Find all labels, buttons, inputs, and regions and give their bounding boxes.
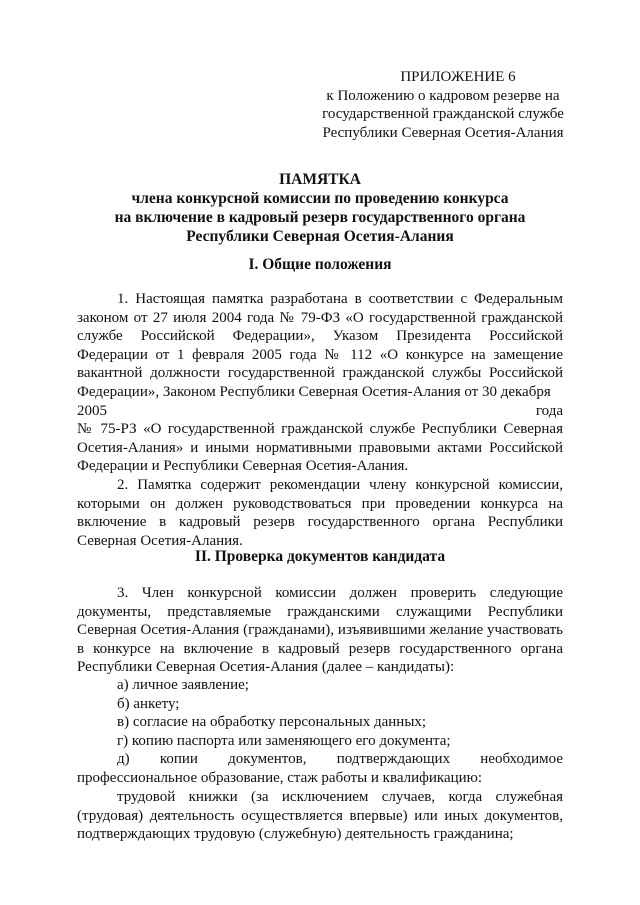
list-item-v: в) согласие на обработку персональных данных; — [117, 714, 427, 730]
document-title — [60, 170, 580, 246]
appendix-block — [308, 68, 578, 142]
section-1-heading: I. Общие положения — [248, 256, 392, 273]
title-line-4: Республики Северная Осетия-Алания — [186, 228, 454, 245]
title-line-1: ПАМЯТКА — [279, 171, 361, 188]
appendix-line-3: Республики Северная Осетия-Алания — [322, 124, 564, 141]
paragraph-1-goda: года — [535, 403, 563, 419]
list-item-g: г) копию паспорта или заменяющего его документа; — [117, 733, 451, 749]
paragraph-1-year-line — [77, 402, 563, 421]
list-item-d: д) копии документов, подтверждающих необходимое профессиональное образование, стаж работы и квалификацию: — [77, 751, 563, 786]
appendix-line-2: государственной гражданской службе — [322, 106, 564, 122]
appendix-title: ПРИЛОЖЕНИЕ 6 — [400, 69, 516, 85]
appendix-line-1: к Положению о кадровом резерве на — [326, 87, 560, 104]
paragraph-1b: № 75-РЗ «О государственной гражданской службе Республики Северная Осетия-Алания» и иными нормативными правовыми актами Российской Федерации и Республики Северная Осетия-Алания. — [77, 421, 563, 475]
paragraph-1-year: 2005 — [77, 403, 107, 419]
list-item-a: а) личное заявление; — [117, 677, 249, 693]
paragraph-2: 2. Памятка содержит рекомендации члену конкурсной комиссии, которыми он должен руководствоваться при проведении конкурса на включение в кадровый резерв государственного органа Республики Северная Осетия-Алания. — [77, 477, 563, 549]
section-2-heading: II. Проверка документов кандидата — [194, 548, 446, 565]
paragraph-1a: 1. Настоящая памятка разработана в соответствии с Федеральным законом от 27 июля 2004 года № 79-ФЗ «О государственной гражданской службе Российской Федерации», Указом Президента Российской Федерации от 1 февраля 2005 года № 112 «О конкурсе на замещение вакантной должности государственной гражданской службы Российской Федерации», Законом Республики Северная Осетия-Алания от 30 декабря — [77, 291, 563, 400]
list-item-b: б) анкету; — [117, 696, 180, 712]
title-line-3: на включение в кадровый резерв государственного органа — [114, 209, 526, 226]
title-line-2: члена конкурсной комиссии по проведению конкурса — [131, 190, 509, 207]
paragraph-3: 3. Член конкурсной комиссии должен проверить следующие документы, представляемые гражданскими служащими Республики Северная Осетия-Алания (гражданами), изъявившими желание участвовать в конкурсе на включение в кадровый резерв государственного органа Республики Северная Осетия-Алания (далее – кандидаты): — [77, 585, 563, 676]
list-item-d-sub: трудовой книжки (за исключением случаев, когда служебная (трудовая) деятельность осуществляется впервые) или иных документов, подтверждающих трудовую (служебную) деятельность гражданина; — [77, 789, 563, 843]
